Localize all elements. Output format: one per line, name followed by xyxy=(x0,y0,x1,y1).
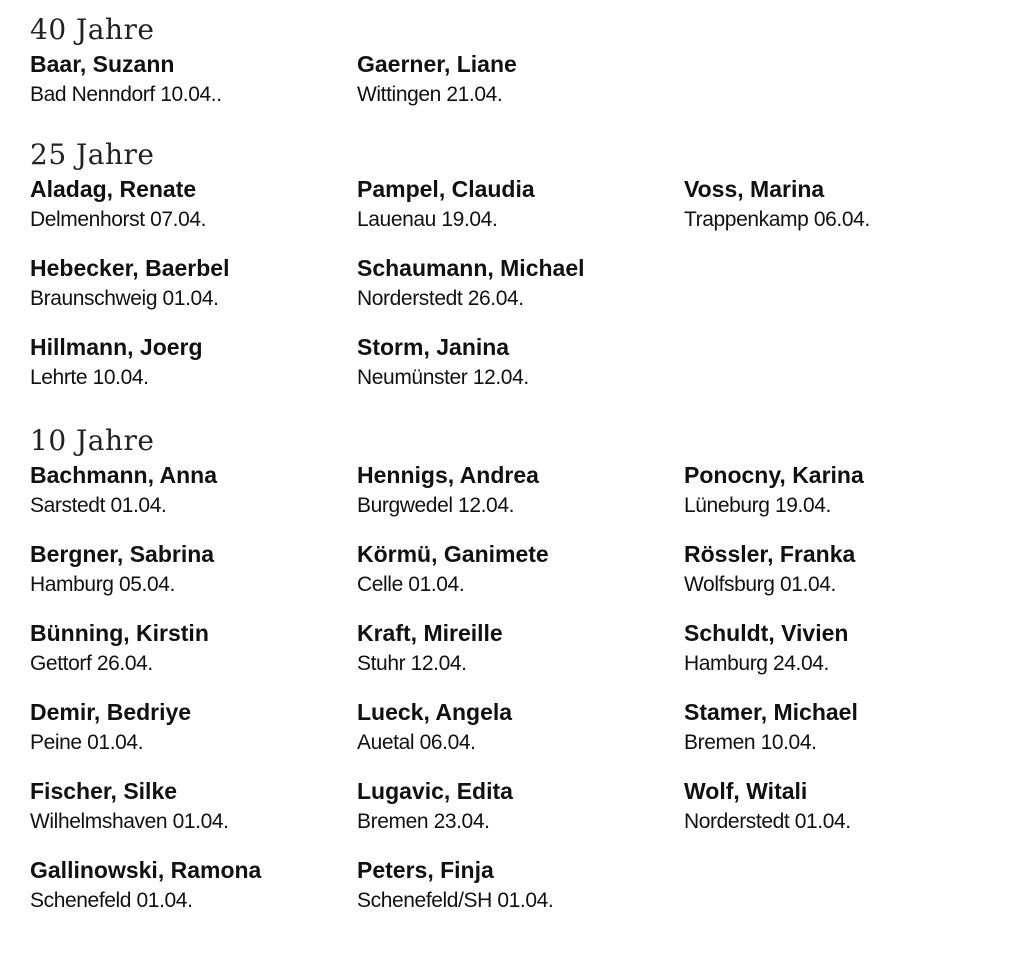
list-item xyxy=(684,538,990,602)
entry-detail: Peine 01.04. xyxy=(30,731,144,754)
anniversary-list xyxy=(30,0,990,918)
entry-detail: Neumünster 12.04. xyxy=(357,366,529,389)
list-item xyxy=(30,48,357,112)
entry-name: Lugavic, Edita xyxy=(357,778,513,804)
list-item xyxy=(357,854,684,918)
entry-grid xyxy=(30,48,990,112)
entry-detail: Lehrte 10.04. xyxy=(30,366,149,389)
list-item xyxy=(357,331,684,395)
list-item xyxy=(30,173,357,237)
entry-name: Peters, Finja xyxy=(357,857,494,883)
section-title: 10 Jahre xyxy=(30,424,155,457)
entry-detail: Delmenhorst 07.04. xyxy=(30,208,207,231)
entry-detail: Bremen 10.04. xyxy=(684,731,817,754)
entry-detail: Lüneburg 19.04. xyxy=(684,494,831,517)
list-item xyxy=(357,538,684,602)
list-item xyxy=(684,775,990,839)
list-item xyxy=(357,459,684,523)
entry-detail: Hamburg 24.04. xyxy=(684,652,829,675)
list-item xyxy=(684,459,990,523)
list-item xyxy=(30,252,357,316)
entry-detail: Norderstedt 26.04. xyxy=(357,287,524,310)
entry-name: Bachmann, Anna xyxy=(30,462,218,488)
section-title: 40 Jahre xyxy=(30,13,155,46)
entry-name: Lueck, Angela xyxy=(357,699,513,725)
list-item xyxy=(357,696,684,760)
entry-detail: Wittingen 21.04. xyxy=(357,83,503,106)
list-item xyxy=(357,775,684,839)
entry-grid xyxy=(30,173,990,395)
entry-name: Wolf, Witali xyxy=(684,778,808,804)
entry-name: Demir, Bedriye xyxy=(30,699,192,725)
entry-detail: Auetal 06.04. xyxy=(357,731,476,754)
entry-detail: Lauenau 19.04. xyxy=(357,208,498,231)
entry-detail: Bremen 23.04. xyxy=(357,810,490,833)
entry-detail: Hamburg 05.04. xyxy=(30,573,175,596)
entry-detail: Burgwedel 12.04. xyxy=(357,494,515,517)
entry-name: Storm, Janina xyxy=(357,334,510,360)
entry-name: Gaerner, Liane xyxy=(357,51,517,77)
list-item xyxy=(357,252,684,316)
list-item xyxy=(30,854,357,918)
list-item xyxy=(30,696,357,760)
entry-detail: Stuhr 12.04. xyxy=(357,652,467,675)
entry-detail: Gettorf 26.04. xyxy=(30,652,153,675)
entry-detail: Trappenkamp 06.04. xyxy=(684,208,870,231)
entry-name: Hebecker, Baerbel xyxy=(30,255,230,281)
entry-grid xyxy=(30,459,990,918)
section-40-jahre xyxy=(30,12,990,112)
list-item xyxy=(30,459,357,523)
entry-name: Stamer, Michael xyxy=(684,699,858,725)
entry-name: Baar, Suzann xyxy=(30,51,175,77)
entry-name: Gallinowski, Ramona xyxy=(30,857,262,883)
entry-name: Voss, Marina xyxy=(684,176,825,202)
list-item xyxy=(357,173,684,237)
entry-detail: Norderstedt 01.04. xyxy=(684,810,851,833)
entry-name: Körmü, Ganimete xyxy=(357,541,549,567)
list-item xyxy=(30,538,357,602)
entry-name: Hillmann, Joerg xyxy=(30,334,203,360)
entry-name: Kraft, Mireille xyxy=(357,620,503,646)
list-item xyxy=(684,617,990,681)
list-item xyxy=(30,775,357,839)
list-item xyxy=(357,617,684,681)
entry-name: Bünning, Kirstin xyxy=(30,620,209,646)
list-item xyxy=(30,617,357,681)
entry-name: Ponocny, Karina xyxy=(684,462,864,488)
section-10-jahre xyxy=(30,423,990,918)
entry-detail: Bad Nenndorf 10.04.. xyxy=(30,83,222,106)
list-item xyxy=(684,696,990,760)
entry-detail: Braunschweig 01.04. xyxy=(30,287,219,310)
entry-detail: Wilhelmshaven 01.04. xyxy=(30,810,229,833)
entry-name: Pampel, Claudia xyxy=(357,176,535,202)
entry-name: Bergner, Sabrina xyxy=(30,541,215,567)
entry-detail: Celle 01.04. xyxy=(357,573,465,596)
entry-name: Hennigs, Andrea xyxy=(357,462,539,488)
section-title: 25 Jahre xyxy=(30,138,155,171)
entry-name: Aladag, Renate xyxy=(30,176,197,202)
entry-name: Rössler, Franka xyxy=(684,541,856,567)
list-item xyxy=(30,331,357,395)
list-item xyxy=(357,48,684,112)
entry-detail: Sarstedt 01.04. xyxy=(30,494,167,517)
list-item xyxy=(684,173,990,237)
section-25-jahre xyxy=(30,137,990,395)
list-item-empty xyxy=(684,252,990,316)
entry-name: Fischer, Silke xyxy=(30,778,178,804)
entry-name: Schaumann, Michael xyxy=(357,255,585,281)
entry-detail: Schenefeld 01.04. xyxy=(30,889,193,912)
entry-name: Schuldt, Vivien xyxy=(684,620,849,646)
entry-detail: Schenefeld/SH 01.04. xyxy=(357,889,554,912)
entry-detail: Wolfsburg 01.04. xyxy=(684,573,836,596)
